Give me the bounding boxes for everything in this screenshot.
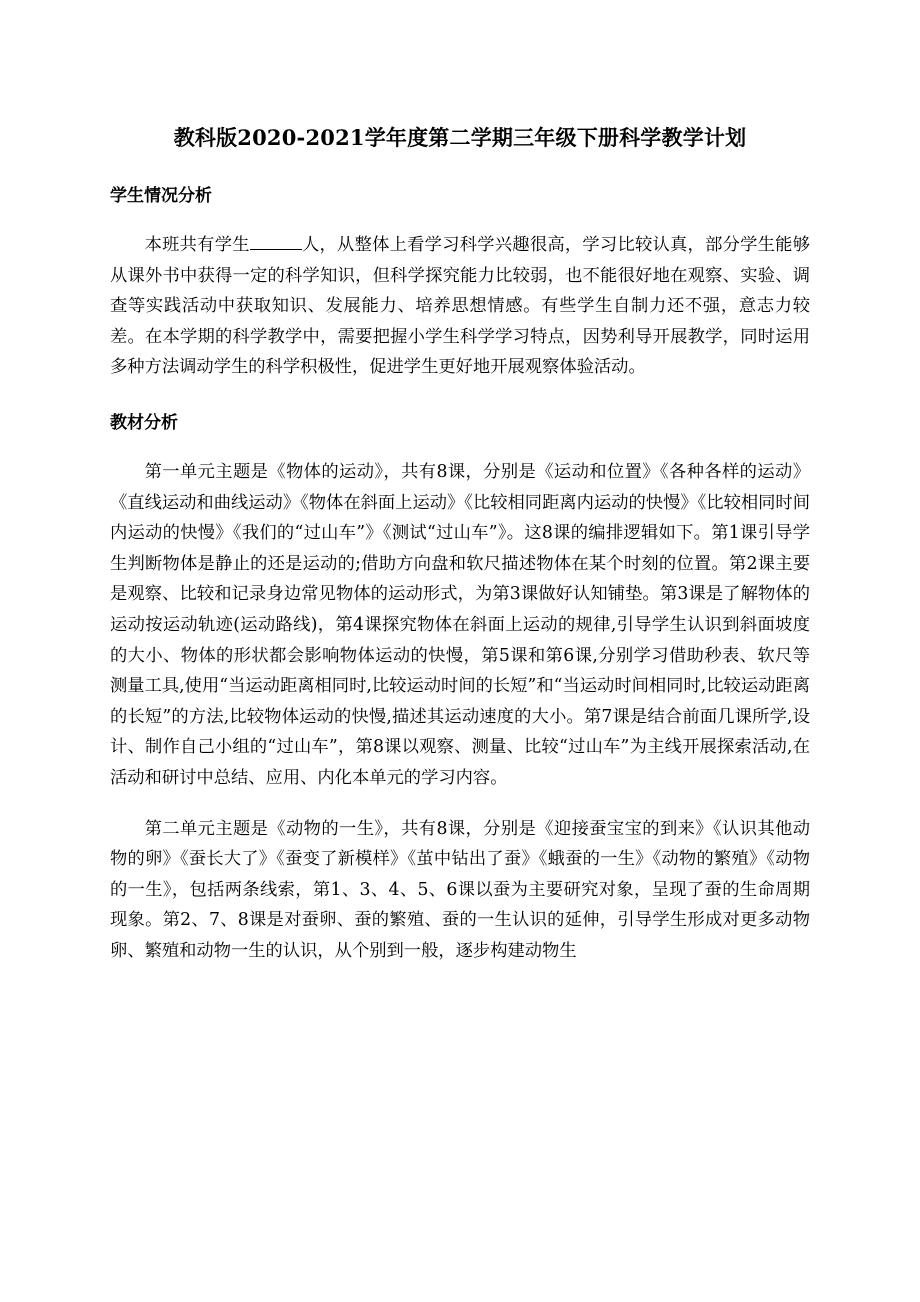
- document-page: [110, 118, 810, 966]
- document-title: 教科版2020-2021学年度第二学期三年级下册科学教学计划: [173, 125, 747, 150]
- paragraph-text-before-blank: 本班共有学生: [144, 235, 250, 255]
- paragraph-unit-two: 第二单元主题是《动物的一生》，共有8课，分别是《迎接蚕宝宝的到来》《认识其他动物的卵》《蚕长大了》《蚕变了新模样》《茧中钻出了蚕》《蛾蚕的一生》《动物的繁殖》《动物的一生》，包括两条线索，第1、3、4、5、6课以蚕为主要研究对象，呈现了蚕的生命周期现象。第2、7、8课是对蚕卵、蚕的繁殖、蚕的一生认识的延伸，引导学生形成对更多动物卵、繁殖和动物一生的认识，从个别到一般，逐步构建动物生: [110, 818, 810, 961]
- fill-in-blank: [250, 231, 302, 250]
- paragraph-student-analysis: [110, 230, 810, 383]
- paragraph-unit-one: 第一单元主题是《物体的运动》，共有8课，分别是《运动和位置》《各种各样的运动》《直线运动和曲线运动》《物体在斜面上运动》《比较相同距离内运动的快慢》《比较相同时间内运动的快慢》《我们的“过山车”》《测试“过山车”》。这8课的编排逻辑如下。第1课引导学生判断物体是静止的还是运动的;借助方向盘和软尺描述物体在某个时刻的位置。第2课主要是观察、比较和记录身边常见物体的运动形式，为第3课做好认知铺垫。第3课是了解物体的运动按运动轨迹(运动路线)，第4课探究物体在斜面上运动的规律,引导学生认识到斜面坡度的大小、物体的形状都会影响物体运动的快慢，第5课和第6课,分别学习借助秒表、软尺等测量工具,使用“当运动距离相同时,比较运动时间的长短”和“当运动时间相同时,比较运动距离的长短”的方法,比较物体运动的快慢,描述其运动速度的大小。第7课是结合前面几课所学,设计、制作自己小组的“过山车”，第8课以观察、测量、比较“过山车”为主线开展探索活动,在活动和研讨中总结、应用、内化本单元的学习内容。: [110, 461, 810, 788]
- paragraph-text-after-blank: 人，从整体上看学习科学兴趣很高，学习比较认真，部分学生能够从课外书中获得一定的科学知识，但科学探究能力比较弱，也不能很好地在观察、实验、调查等实践活动中获取知识、发展能力、培养思想情感。有些学生自制力还不强，意志力较差。在本学期的科学教学中，需要把握小学生科学学习特点，因势利导开展教学，同时运用多种方法调动学生的科学积极性，促进学生更好地开展观察体验活动。: [110, 235, 810, 378]
- section-heading-student-analysis: 学生情况分析: [110, 186, 212, 206]
- section-heading-textbook-analysis: 教材分析: [110, 412, 178, 433]
